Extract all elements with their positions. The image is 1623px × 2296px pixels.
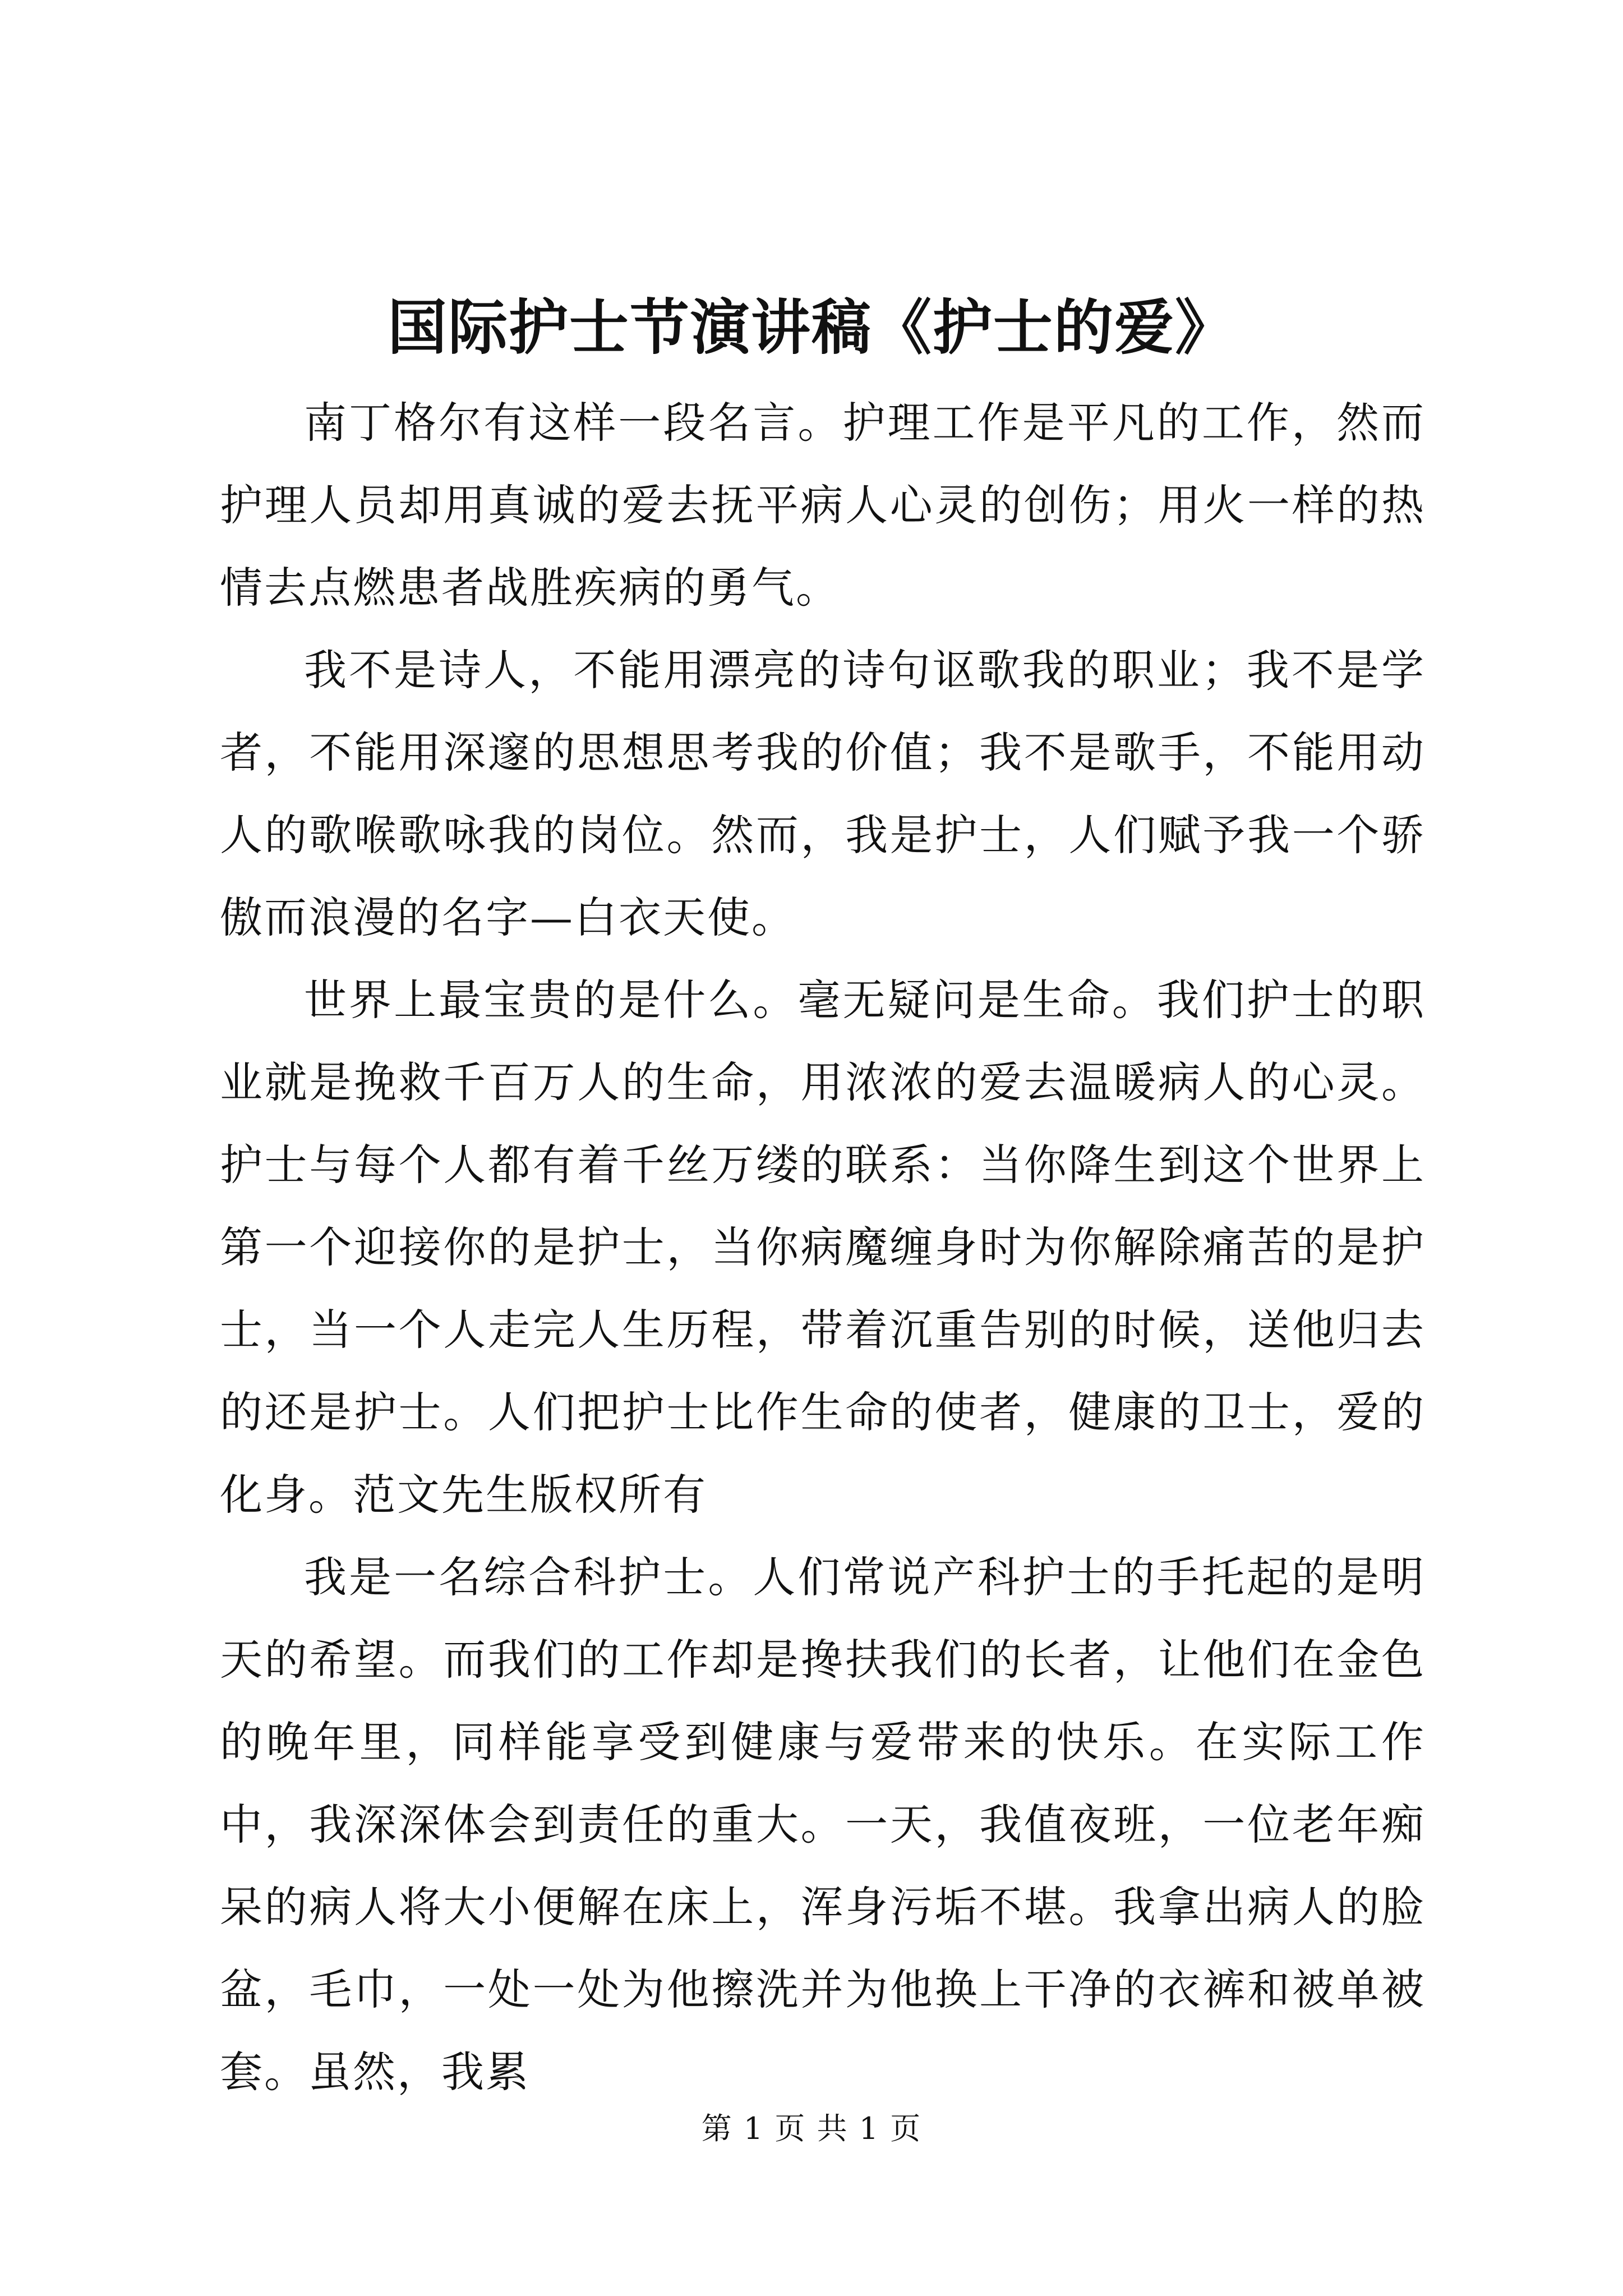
paragraph-2: 我不是诗人，不能用漂亮的诗句讴歌我的职业；我不是学者，不能用深邃的思想思考我的价值；我不是歌手，不能用动人的歌喉歌咏我的岗位。然而，我是护士，人们赋予我一个骄傲而浪漫的名字—白衣天使。 xyxy=(220,645,1426,942)
document-title: 国际护士节演讲稿《护士的爱》 xyxy=(388,293,1235,362)
paragraph-4: 我是一名综合科护士。人们常说产科护士的手托起的是明天的希望。而我们的工作却是搀扶我们的长者，让他们在金色的晚年里，同样能享受到健康与爱带来的快乐。在实际工作中，我深深体会到责任的重大。一天，我值夜班，一位老年痴呆的病人将大小便解在床上，浑身污垢不堪。我拿出病人的脸盆，毛巾，一处一处为他擦洗并为他换上干净的衣裤和被单被套。虽然，我累 xyxy=(220,1552,1426,2097)
document-body xyxy=(220,381,1426,2113)
paragraph-1: 南丁格尔有这样一段名言。护理工作是平凡的工作，然而护理人员却用真诚的爱去抚平病人心灵的创伤；用火一样的热情去点燃患者战胜疾病的勇气。 xyxy=(220,398,1426,613)
page-footer: 第 1 页 共 1 页 xyxy=(701,2111,922,2146)
paragraph-3: 世界上最宝贵的是什么。毫无疑问是生命。我们护士的职业就是挽救千百万人的生命，用浓浓的爱去温暖病人的心灵。护士与每个人都有着千丝万缕的联系：当你降生到这个世界上第一个迎接你的是护士，当你病魔缠身时为你解除痛苦的是护士，当一个人走完人生历程，带着沉重告别的时候，送他归去的还是护士。人们把护士比作生命的使者，健康的卫士，爱的化身。范文先生版权所有 xyxy=(220,975,1426,1520)
